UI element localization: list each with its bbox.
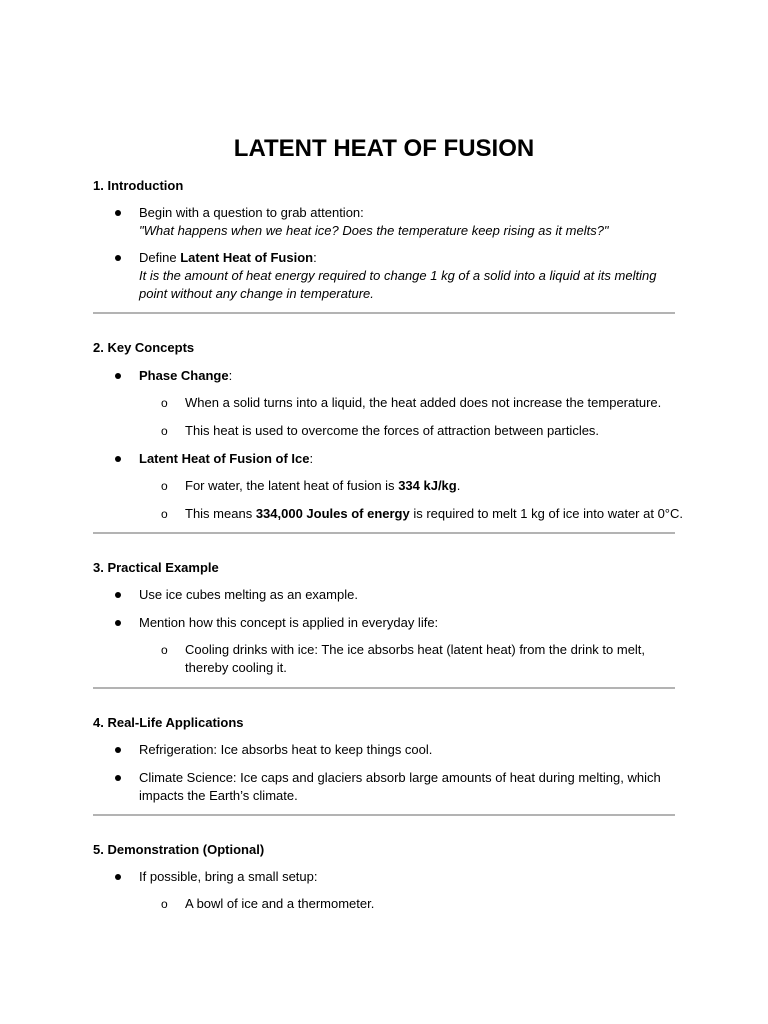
document-title: LATENT HEAT OF FUSION: [233, 135, 535, 162]
demonstration-bowl-of-ice: A bowl of ice and a thermometer.: [185, 896, 375, 911]
sub-bullet-marker: o: [161, 396, 168, 410]
joules-prefix: This means: [185, 506, 256, 521]
demonstration-bullet-setup: If possible, bring a small setup:: [139, 869, 318, 884]
application-climate-line-1: Climate Science: Ice caps and glaciers absorb large amounts of heat during melting, which: [139, 770, 661, 785]
latent-heat-value-prefix: For water, the latent heat of fusion is: [185, 478, 399, 493]
section-divider: [93, 814, 675, 816]
joules-line: [185, 505, 683, 523]
phase-change-term: Phase Change: [139, 368, 229, 383]
bullet-marker: [115, 592, 121, 598]
phase-change-point-2: This heat is used to overcome the forces of attraction between particles.: [185, 423, 600, 438]
section-heading-practical-example: 3. Practical Example: [93, 560, 219, 575]
bullet-marker: [115, 373, 121, 379]
bullet-marker: [115, 456, 121, 462]
latent-heat-value: 334 kJ/kg: [398, 478, 457, 493]
application-climate-line-2: impacts the Earth’s climate.: [139, 788, 298, 803]
latent-heat-value-line: [185, 477, 460, 495]
sub-bullet-marker: o: [161, 897, 168, 911]
section-heading-real-life-applications: 4. Real-Life Applications: [93, 715, 244, 730]
latent-heat-ice-suffix: :: [309, 451, 314, 466]
application-refrigeration: Refrigeration: Ice absorbs heat to keep things cool.: [139, 742, 433, 757]
example-bullet-ice-cubes: Use ice cubes melting as an example.: [139, 587, 358, 602]
bullet-marker: [115, 747, 121, 753]
section-heading-introduction: 1. Introduction: [93, 178, 184, 193]
bullet-marker: [115, 620, 121, 626]
cooling-drinks-line-1: Cooling drinks with ice: The ice absorbs heat (latent heat) from the drink to melt,: [185, 642, 646, 657]
bullet-marker: [115, 210, 121, 216]
sub-bullet-marker: o: [161, 643, 168, 657]
definition-text-line-2: point without any change in temperature.: [139, 286, 374, 301]
phase-change-point-1: When a solid turns into a liquid, the heat added does not increase the temperature.: [185, 395, 662, 410]
section-heading-key-concepts: 2. Key Concepts: [93, 340, 195, 355]
latent-heat-ice-term: Latent Heat of Fusion of Ice: [139, 451, 310, 466]
bullet-marker: [115, 874, 121, 880]
phase-change-suffix: :: [228, 368, 233, 383]
define-prefix: Define: [139, 250, 181, 265]
intro-bullet-question-label: Begin with a question to grab attention:: [139, 205, 364, 220]
intro-bullet-define: [139, 249, 317, 267]
cooling-drinks-line-2: thereby cooling it.: [185, 660, 287, 675]
define-suffix: :: [313, 250, 317, 265]
latent-heat-value-suffix: .: [456, 478, 461, 493]
bullet-marker: [115, 775, 121, 781]
section-divider: [93, 687, 675, 689]
sub-bullet-marker: o: [161, 424, 168, 438]
example-bullet-everyday-life: Mention how this concept is applied in everyday life:: [139, 615, 439, 630]
sub-bullet-marker: o: [161, 507, 168, 521]
concept-phase-change: [139, 367, 232, 385]
joules-value: 334,000 Joules of energy: [255, 506, 410, 521]
sub-bullet-marker: o: [161, 479, 168, 493]
bullet-marker: [115, 255, 121, 261]
section-heading-demonstration: 5. Demonstration (Optional): [93, 842, 265, 857]
define-term: Latent Heat of Fusion: [180, 250, 314, 265]
section-divider: [93, 312, 675, 314]
section-divider: [93, 532, 675, 534]
joules-suffix: is required to melt 1 kg of ice into water at 0°C.: [409, 506, 684, 521]
concept-latent-heat-ice: [139, 450, 313, 468]
definition-text-line-1: It is the amount of heat energy required to change 1 kg of a solid into a liquid at its melting: [139, 268, 657, 283]
intro-question-quote: "What happens when we heat ice? Does the temperature keep rising as it melts?": [139, 223, 609, 238]
